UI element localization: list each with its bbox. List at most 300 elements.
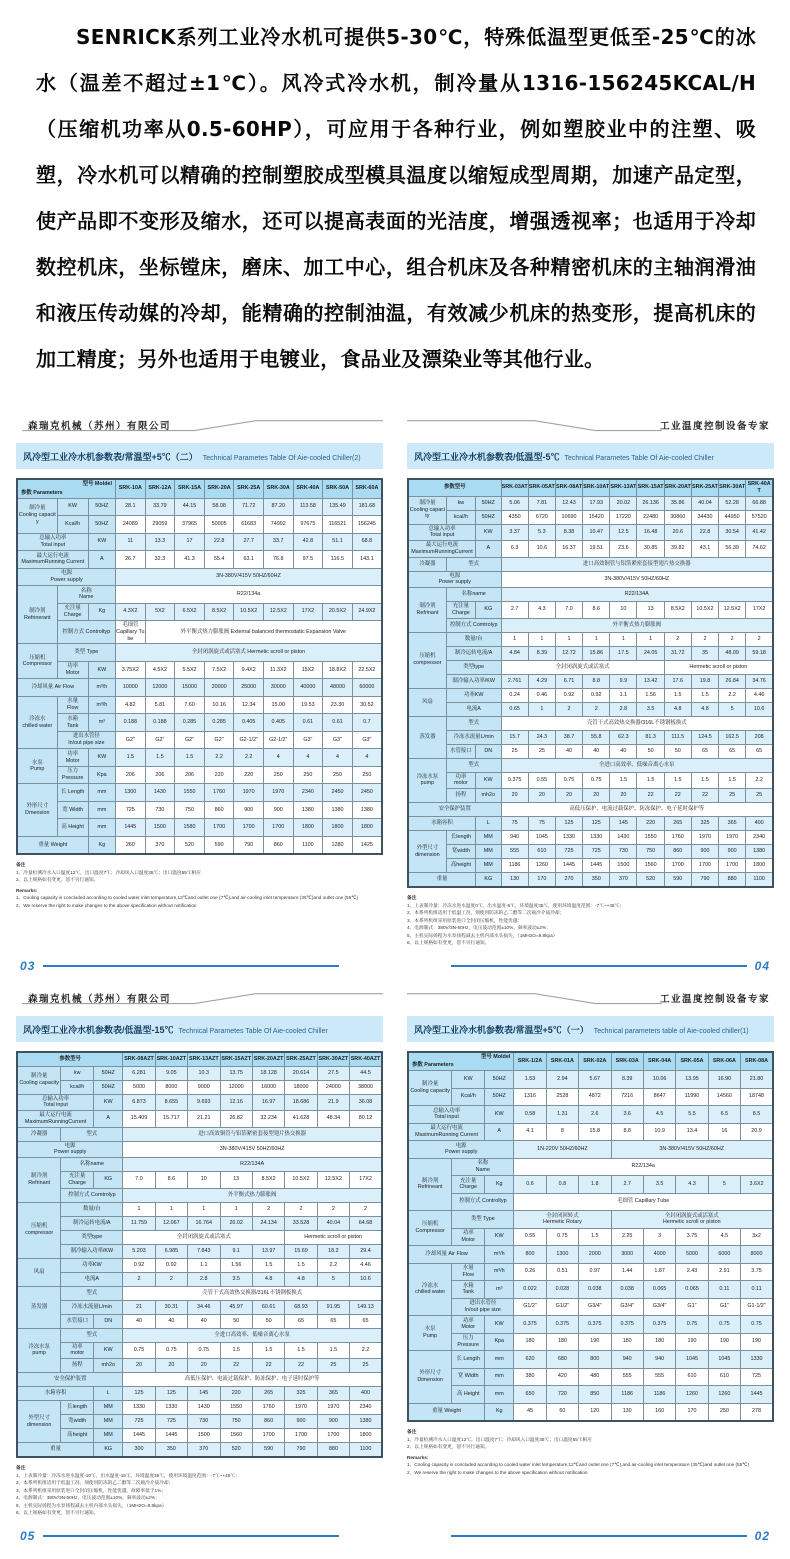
param-label-cell: 功率 Motor xyxy=(452,1228,485,1246)
table-row xyxy=(17,1429,382,1443)
value-cell: 0.188 xyxy=(116,714,146,732)
value-cell: 9.05 xyxy=(155,1066,187,1080)
value-cell: 5 xyxy=(708,1176,740,1194)
value-cell: 65 xyxy=(285,1314,317,1328)
value-cell: 全封闭回转式 Hermetic Rotary xyxy=(514,1211,611,1229)
value-cell: 2528 xyxy=(546,1088,578,1106)
param-label-cell: KW xyxy=(88,749,115,767)
table-row xyxy=(408,479,773,496)
value-cell: 26.84 xyxy=(719,674,746,688)
value-cell: 65 xyxy=(691,744,718,758)
value-cell: 6720 xyxy=(528,510,555,524)
value-cell: 4 xyxy=(323,749,353,767)
value-cell: 62.3 xyxy=(610,730,637,744)
remarks-block xyxy=(16,861,383,909)
param-label-cell: m³ xyxy=(485,1281,514,1299)
value-cell: 外平衡式热力膨胀阀 External balanced thermostatic Expansion Valve xyxy=(145,621,382,644)
value-cell: 680 xyxy=(546,1351,578,1369)
value-cell: 0.11 xyxy=(708,1281,740,1299)
value-cell: 1760 xyxy=(252,1401,284,1415)
value-cell: 13.42 xyxy=(637,674,664,688)
value-cell: 22480 xyxy=(637,510,664,524)
param-label-cell: 外型尺寸 dimension xyxy=(17,1401,61,1443)
value-cell: 65 xyxy=(317,1314,349,1328)
table-row xyxy=(408,571,773,588)
value-cell: 41.3 xyxy=(175,551,205,569)
table-row xyxy=(17,1158,382,1172)
param-label-cell: 型式 xyxy=(61,1127,123,1141)
remark-line: 6、以上规格如有变更，恕不另行通知。 xyxy=(407,940,490,946)
value-cell: 41.42 xyxy=(746,524,773,541)
value-cell: R22/134a xyxy=(116,586,382,604)
value-cell: 1380 xyxy=(323,801,353,819)
param-label-cell: 50HZ xyxy=(476,496,502,510)
value-cell: 16.764 xyxy=(188,1216,220,1230)
value-cell: 900 xyxy=(285,1415,317,1429)
value-cell: 8647 xyxy=(643,1088,675,1106)
table-row xyxy=(17,784,382,802)
value-cell: 790 xyxy=(285,1443,317,1458)
footer-rule xyxy=(451,1535,747,1537)
table-title-bar xyxy=(407,443,774,469)
value-cell: 3.37 xyxy=(501,524,528,541)
value-cell: 2000 xyxy=(579,1246,611,1264)
company-name: 森瑞克机械（苏州）有限公司 xyxy=(28,993,172,1005)
value-cell: 4 xyxy=(263,749,293,767)
param-label-cell: 冷冻水泵 pump xyxy=(17,1328,61,1373)
value-cell: 0.65 xyxy=(501,702,528,716)
value-cell: 2.2 xyxy=(350,1342,382,1359)
value-cell: 1800 xyxy=(352,819,382,837)
value-cell: 68.93 xyxy=(285,1300,317,1314)
value-cell: 全封闭涡旋式或活塞式 xyxy=(501,660,664,674)
value-cell: 37965 xyxy=(175,516,205,534)
param-label-cell: 型式 xyxy=(446,758,501,772)
value-cell: 800 xyxy=(514,1246,546,1264)
remark-line: 2、以上规格如有变更，恕不另行通知。 xyxy=(407,1444,490,1450)
table-row xyxy=(408,1176,773,1194)
value-cell: 11.759 xyxy=(123,1216,155,1230)
value-cell: 29.4 xyxy=(350,1244,382,1258)
param-label-cell: 高height xyxy=(446,859,475,873)
table-row xyxy=(408,1246,773,1264)
value-cell: 0.285 xyxy=(204,714,234,732)
model-header-cell: SRK-03AT xyxy=(501,479,528,496)
model-header-cell: SRK-30AT xyxy=(719,479,746,496)
value-cell: 全封闭涡旋式或活塞式 Hermetic scroll or piston xyxy=(116,644,382,662)
remark-line: 1、上表制冷量：冷冻水进水温度-10℃，出水温度-15℃，环境温度35℃，使用环境温度范围：-7℃~+45℃； xyxy=(16,1472,240,1478)
value-cell: 38.7 xyxy=(555,730,582,744)
value-cell: 20 xyxy=(123,1359,155,1373)
value-cell: 4.3X2 xyxy=(116,603,146,621)
param-label-cell: 蒸发器 xyxy=(408,716,446,758)
param-label-cell: 总输入功率 Total input xyxy=(408,1106,485,1124)
page-number: 02 xyxy=(754,1528,770,1543)
remarks-cn-title: 备注 xyxy=(16,1465,26,1471)
model-header-cell: 参数型号 xyxy=(17,1052,123,1067)
param-label-cell: 扬程 xyxy=(61,1359,94,1373)
value-cell: 26.7 xyxy=(116,551,146,569)
value-cell: 0.61 xyxy=(293,714,323,732)
value-cell: 0.75 xyxy=(708,1316,740,1334)
value-cell: 高低压保护、电流过载保护、防冻保护、电子延时保护等 xyxy=(123,1373,382,1387)
param-label-cell: 控制方式 Controltyp xyxy=(452,1193,514,1211)
value-cell: 145 xyxy=(610,817,637,831)
value-cell: 60 xyxy=(546,1403,578,1421)
value-cell: 31.72 xyxy=(664,646,691,660)
param-label-cell: 制冷输入功率/KW xyxy=(61,1244,123,1258)
value-cell: 24.9X2 xyxy=(352,603,382,621)
value-cell: 10.06 xyxy=(643,1071,675,1089)
param-label-cell: 水泵 Pump xyxy=(408,1316,452,1351)
model-header-cell: SRK-20AT xyxy=(664,479,691,496)
table-row xyxy=(17,696,382,714)
value-cell: 208 xyxy=(746,730,773,744)
param-label-cell: 外形尺寸 Dimension xyxy=(408,1351,452,1404)
value-cell: 5X2 xyxy=(145,603,175,621)
value-cell: 0.038 xyxy=(579,1281,611,1299)
value-cell: 40.04 xyxy=(317,1216,349,1230)
param-label-cell: 50HZ xyxy=(88,516,115,534)
value-cell: 50 xyxy=(664,744,691,758)
value-cell: 12.72 xyxy=(555,646,582,660)
value-cell: 0.405 xyxy=(234,714,264,732)
table-row xyxy=(408,1386,773,1404)
value-cell: 17220 xyxy=(610,510,637,524)
table-row xyxy=(17,679,382,697)
page-number: 04 xyxy=(754,958,770,973)
value-cell: 进口高效铜管与铝箔紧密套接型翅片热交换器 xyxy=(501,557,773,571)
value-cell: 610 xyxy=(676,1368,708,1386)
param-label-cell: DN xyxy=(476,744,502,758)
value-cell: 1.5 xyxy=(116,749,146,767)
param-label-cell: kcal/h xyxy=(61,1080,94,1094)
value-cell: 71.72 xyxy=(234,498,264,516)
param-label-cell: KW xyxy=(94,1094,123,1111)
value-cell: 12.5X2 xyxy=(317,1172,349,1189)
value-cell: 250 xyxy=(263,766,293,784)
model-header-cell: SRK-20AZT xyxy=(252,1052,284,1067)
spec-table xyxy=(16,1051,383,1459)
model-header-cell: SRK-01A xyxy=(546,1052,578,1071)
value-cell: 6000 xyxy=(708,1246,740,1264)
value-cell: 300 xyxy=(123,1443,155,1458)
value-cell: 10.5X2 xyxy=(234,603,264,621)
value-cell: 1 xyxy=(220,1202,252,1216)
table-row xyxy=(17,766,382,784)
param-label-cell: 压缩机 compressor xyxy=(408,632,446,688)
value-cell: 22 xyxy=(220,1359,252,1373)
table-row xyxy=(17,1202,382,1216)
value-cell: 7.0 xyxy=(555,602,582,619)
value-cell: 13.97 xyxy=(252,1244,284,1258)
value-cell: 1445 xyxy=(155,1429,187,1443)
page-footer xyxy=(407,1517,774,1551)
param-label-cell: 长length xyxy=(61,1401,94,1415)
value-cell: 52.28 xyxy=(719,496,746,510)
value-cell: 180 xyxy=(643,1333,675,1351)
value-cell: 2 xyxy=(123,1272,155,1286)
param-label-cell: 水管接口 xyxy=(446,744,475,758)
value-cell: G1" xyxy=(676,1298,708,1316)
value-cell: 3.5 xyxy=(220,1272,252,1286)
value-cell: 1N-220V 50HZ/60HZ xyxy=(514,1141,611,1159)
value-cell: 33.7 xyxy=(263,533,293,551)
param-label-cell: 长length xyxy=(446,831,475,845)
value-cell: 34.46 xyxy=(188,1300,220,1314)
param-label-cell: MM xyxy=(94,1401,123,1415)
param-label-cell: 制冷剂 Refrinant xyxy=(17,1158,61,1203)
value-cell: 4.84 xyxy=(501,646,528,660)
value-cell: 12000 xyxy=(145,679,175,697)
remarks-cn-title: 备注 xyxy=(407,1429,417,1435)
value-cell: 13.95 xyxy=(676,1071,708,1089)
value-cell: 380 xyxy=(514,1368,546,1386)
param-label-cell: Kcal/h xyxy=(57,516,88,534)
value-cell: 21.9 xyxy=(317,1094,349,1111)
value-cell: 8.5 xyxy=(741,1106,773,1124)
value-cell: 220 xyxy=(234,766,264,784)
remark-line: 1、Cooling capacity is concluded according to cooled water inlet temperature,12℃and outlet one (7℃),and air-cooling inlet temperature (35℃)and outlet one (55℃) xyxy=(407,1462,750,1468)
value-cell: 22.8 xyxy=(204,533,234,551)
value-cell: 0.75 xyxy=(676,1316,708,1334)
value-cell: 0.375 xyxy=(643,1316,675,1334)
table-row xyxy=(408,1123,773,1141)
param-label-cell: KW xyxy=(94,1342,123,1359)
value-cell: 17X2 xyxy=(293,603,323,621)
param-label-cell: 风扇 xyxy=(408,688,446,716)
value-cell: 12.5X2 xyxy=(719,602,746,619)
remark-line: 2、We reserve the right to make changes to the above specification without notification xyxy=(407,1469,588,1475)
value-cell: 900 xyxy=(234,801,264,819)
param-label-cell: 控制方式 Comtrolyp xyxy=(61,1188,123,1202)
value-cell: 1800 xyxy=(350,1429,382,1443)
value-cell: 34.76 xyxy=(746,674,773,688)
value-cell: 590 xyxy=(252,1443,284,1458)
value-cell: 1500 xyxy=(188,1429,220,1443)
value-cell: 57520 xyxy=(746,510,773,524)
value-cell: 20 xyxy=(610,789,637,803)
value-cell: 725 xyxy=(555,845,582,859)
value-cell: 370 xyxy=(610,873,637,888)
remark-line: 2、以上规格如有变更，恕不另行通知。 xyxy=(16,877,99,883)
panel-header xyxy=(16,985,383,1009)
value-cell: 725 xyxy=(116,801,146,819)
param-label-cell: 电流A xyxy=(61,1272,123,1286)
value-cell: 12.067 xyxy=(155,1216,187,1230)
value-cell: 0.065 xyxy=(643,1281,675,1299)
value-cell: 30.54 xyxy=(719,524,746,541)
value-cell: 16.97 xyxy=(252,1094,284,1111)
value-cell: 6.985 xyxy=(155,1244,187,1258)
remark-line: 5、主机实际扬程为水泵扬程减去主机内部水头损失，（1MH2O=9.8kpa） xyxy=(16,1502,167,1508)
param-label-cell: KW xyxy=(88,661,115,679)
param-label-cell: KG xyxy=(476,873,502,888)
value-cell: 80.12 xyxy=(350,1111,382,1128)
param-label-cell: 制冷量 Cooling capacity xyxy=(408,496,446,524)
value-cell: 10000 xyxy=(116,679,146,697)
value-cell: 1.5 xyxy=(317,1342,349,1359)
value-cell: 250 xyxy=(352,766,382,784)
value-cell: 9.9 xyxy=(610,674,637,688)
value-cell: 206 xyxy=(145,766,175,784)
param-label-cell: 功率 Motor xyxy=(57,749,88,767)
model-header-cell: SRK-12A xyxy=(145,479,175,498)
value-cell: 13 xyxy=(637,602,664,619)
table-row xyxy=(408,524,773,541)
value-cell: 50005 xyxy=(204,516,234,534)
value-cell: 1 xyxy=(528,632,555,646)
value-cell: 5.203 xyxy=(123,1244,155,1258)
value-cell: 5.06 xyxy=(501,496,528,510)
page-footer xyxy=(16,1517,383,1551)
value-cell: 1380 xyxy=(350,1415,382,1429)
value-cell: 16.37 xyxy=(555,541,582,558)
value-cell: 65 xyxy=(350,1314,382,1328)
value-cell: 2.7 xyxy=(611,1176,643,1194)
value-cell: 5.67 xyxy=(579,1071,611,1089)
value-cell: 48.34 xyxy=(317,1111,349,1128)
remarks-en-lines xyxy=(407,1461,774,1476)
value-cell: 16.90 xyxy=(708,1071,740,1089)
value-cell: 1380 xyxy=(746,845,773,859)
table-row xyxy=(17,1141,382,1158)
value-cell: 325 xyxy=(285,1387,317,1401)
value-cell: 1800 xyxy=(293,819,323,837)
value-cell: 45 xyxy=(514,1403,546,1421)
value-cell: 24089 xyxy=(116,516,146,534)
param-label-cell: 电流A xyxy=(446,702,501,716)
value-cell: 1330 xyxy=(155,1401,187,1415)
value-cell: 11990 xyxy=(676,1088,708,1106)
value-cell: 1970 xyxy=(234,784,264,802)
value-cell: 4.29 xyxy=(528,674,555,688)
table-row xyxy=(17,551,382,569)
slogan: 工业温度控制设备专家 xyxy=(659,993,770,1005)
value-cell: 0.11 xyxy=(741,1281,773,1299)
param-label-cell: 冷却风量 Air Flow xyxy=(17,679,88,697)
value-cell: 2 xyxy=(555,702,582,716)
value-cell: 10.6 xyxy=(350,1272,382,1286)
value-cell: 高低压保护、电流过载保护、防冻保护、电子延时保护等 xyxy=(501,803,773,817)
value-cell: 2340 xyxy=(350,1401,382,1415)
table-row xyxy=(408,758,773,772)
remarks-block xyxy=(16,1464,383,1517)
value-cell: 0.285 xyxy=(175,714,205,732)
value-cell: 3N-380V/415V 50HZ/60HZ xyxy=(611,1141,773,1159)
value-cell: G3/4" xyxy=(643,1298,675,1316)
value-cell: 40 xyxy=(610,744,637,758)
value-cell: 20.02 xyxy=(610,496,637,510)
remark-line: 1、冷量检测冷水入口温度12℃，出口温度7℃；冷却风入口温度35℃；出口温度55℃相应 xyxy=(407,1436,592,1442)
value-cell: 5000 xyxy=(676,1246,708,1264)
value-cell: 4.3 xyxy=(676,1176,708,1194)
value-cell: 0.55 xyxy=(528,772,555,789)
param-label-cell: KW xyxy=(476,524,502,541)
param-label-cell: mm xyxy=(88,819,115,837)
value-cell: 350 xyxy=(583,873,610,888)
model-header-cell: SRK-05AT xyxy=(528,479,555,496)
value-cell: 15.409 xyxy=(123,1111,155,1128)
table-row xyxy=(408,1141,773,1159)
value-cell: 125 xyxy=(555,817,582,831)
value-cell: 20 xyxy=(555,789,582,803)
model-header-cell: SRK-03A xyxy=(611,1052,643,1071)
param-label-cell: 冷却风量 Air Flow xyxy=(408,1246,485,1264)
value-cell: 1.5 xyxy=(664,772,691,789)
param-label-cell: 充注量 Charge xyxy=(452,1176,485,1194)
param-label-cell: 蒸发器 xyxy=(17,1286,61,1328)
value-cell: 0.405 xyxy=(263,714,293,732)
param-label-cell: 充注量 Charge xyxy=(446,602,475,619)
value-cell: 1550 xyxy=(175,784,205,802)
table-row xyxy=(17,819,382,837)
value-cell: 1.1 xyxy=(610,688,637,702)
value-cell: 1760 xyxy=(664,831,691,845)
value-cell: 1330 xyxy=(741,1351,773,1369)
model-header-cell: SRK-30A xyxy=(263,479,293,498)
param-label-cell: 总输入功率 Total input xyxy=(408,524,476,541)
value-cell: 1.87 xyxy=(643,1263,675,1281)
value-cell: 111.5 xyxy=(664,730,691,744)
table-row xyxy=(408,1316,773,1334)
value-cell: 3.6 xyxy=(611,1106,643,1124)
table-title-cn: 风冷型工业冷水机参数表/低温型-15℃ xyxy=(23,1024,174,1035)
value-cell: 860 xyxy=(252,1415,284,1429)
value-cell: G1" xyxy=(708,1298,740,1316)
value-cell: 22 xyxy=(285,1359,317,1373)
value-cell: 1430 xyxy=(188,1401,220,1415)
value-cell: 40 xyxy=(155,1314,187,1328)
value-cell: 1380 xyxy=(352,801,382,819)
value-cell: 9000 xyxy=(188,1080,220,1094)
param-label-cell: 冷凝器 xyxy=(17,1127,61,1141)
param-label-cell: 名称name xyxy=(446,588,501,602)
value-cell: 3.6X2 xyxy=(741,1176,773,1194)
param-label-cell: 功率KW xyxy=(446,688,501,702)
param-label-cell: 名称name xyxy=(61,1158,123,1172)
value-cell: 13.4 xyxy=(676,1123,708,1141)
param-label-cell: 功率 Motor xyxy=(452,1316,485,1334)
value-cell: 3N-380V/415V 50HZ/60HZ xyxy=(123,1141,382,1158)
value-cell: 1.5 xyxy=(145,749,175,767)
param-label-cell: 压缩机 Compressor xyxy=(408,1211,452,1246)
value-cell: G2" xyxy=(145,731,175,749)
value-cell: 5 xyxy=(719,702,746,716)
param-label-cell: KW xyxy=(476,772,502,789)
value-cell: 20 xyxy=(501,789,528,803)
value-cell: 365 xyxy=(317,1387,349,1401)
value-cell: 0.375 xyxy=(611,1316,643,1334)
param-label-cell: 功率 motor xyxy=(61,1342,94,1359)
param-label-cell: 50HZ xyxy=(94,1080,123,1094)
table-row xyxy=(17,1127,382,1141)
value-cell: 130 xyxy=(611,1403,643,1421)
value-cell: 74992 xyxy=(263,516,293,534)
value-cell: 进口高效铜管与铝箔紧密套接型翅片热交换器 xyxy=(123,1127,382,1141)
table-title-bar xyxy=(16,443,383,469)
value-cell: 0.188 xyxy=(145,714,175,732)
value-cell: 1260 xyxy=(528,859,555,873)
value-cell: 2.2 xyxy=(746,772,773,789)
value-cell: 11.3X2 xyxy=(263,661,293,679)
value-cell: G1-1/2" xyxy=(741,1298,773,1316)
value-cell: 20.02 xyxy=(220,1216,252,1230)
model-header-cell: SRK-60A xyxy=(352,479,382,498)
value-cell: 19.51 xyxy=(583,541,610,558)
value-cell: 21 xyxy=(123,1300,155,1314)
value-cell: 22 xyxy=(252,1359,284,1373)
